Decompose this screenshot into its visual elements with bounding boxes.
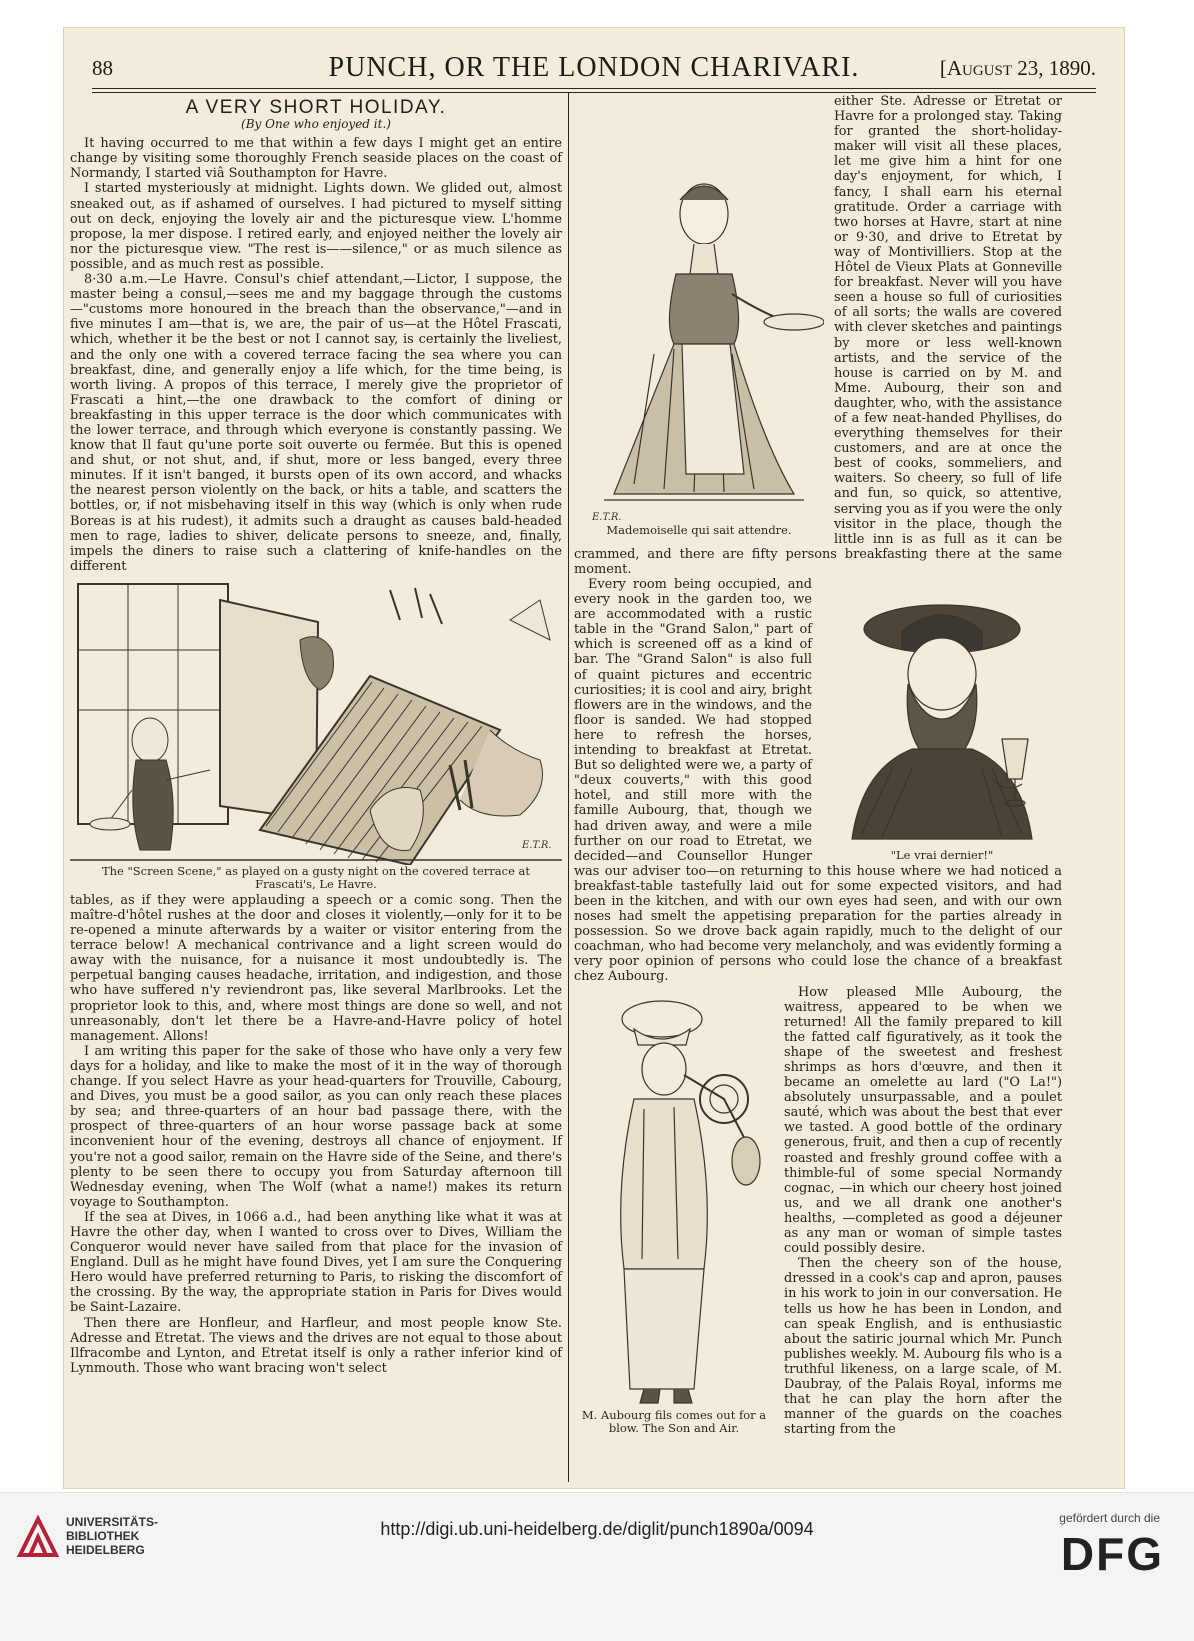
header-rule: [92, 88, 1096, 89]
fig2-caption: Mademoiselle qui sait attendre.: [606, 523, 792, 537]
paragraph: I am writing this paper for the sake of those who have only a very few days for a holiday, and like to make the most of it in the way of thorough change. If you select Havre as your head-quarters for Trouville, Cabourg, and Dives, you must be a good sailor, as you can only reach these places by sea; and three-quarters of an hour bad passage there, with the prospect of three-quarters of an hour worse passage back at some inconvenient hour of the evening, destroys all chance of enjoyment. If you're not a good sailor, remain on the Havre side of the Seine, and there's plenty to be seen there to occupy you from Saturday afternoon till Wednesday evening, when The Wolf (what a name!) makes its return voyage to Southampton.: [70, 1043, 562, 1210]
paragraph: either Ste. Adresse or Etretat or Havre for a prolonged stay. Taking for granted the short-holiday-maker will visit all these places, let me give him a hint for one day's enjoyment, for which, I fancy, I shall earn his eternal gratitude. Order a carriage with two horses at Havre, start at nine or 9·30, and drive to Etretat by way of Montivilliers. Stop at the Hôtel de Vieux Plats at Gonneville for breakfast. Never will you have seen a house so full of curiosities of all sorts; the walls are covered with clever sketches and paintings by more or less well-known artists, and the service of the house is carried on by M. and Mme. Aubourg, their son and daughter, who, with the assistance of a few neat-handed Phyllises, do everything themselves for their customers, and are at once the best of cooks, sommeliers, and waiters. So cheery, so full of life and fun, so quick, so attentive, serving you as if you were the only visitor in the place, though the little inn is as full as it can be crammed, and there are fifty persons breakfasting there at the same moment.: [574, 94, 1062, 577]
screen-scene-illustration: [70, 580, 562, 865]
figure-screen-scene: [70, 580, 562, 891]
fig1-signature: E.T.R.: [522, 839, 552, 851]
waitress-illustration: [574, 144, 824, 524]
paragraph: Every room being occupied, and every nook in the garden too, we are accommodated with a rustic table in the "Grand Salon," part of which is screened off as a kind of bar. The "Grand Salon" is also full of quaint pictures and eccentric curiosities; it is cool and airy, bright flowers are in the windows, and the floor is sanded. We had stopped here to refresh the horses, intending to breakfast at Etretat. But so delighted were we, a party of "deux couverts," with this good hotel, and still more with the famille Aubourg, that, though we had driven away, and were a mile further on our road to Etretat, we decided—and Counsellor Hunger was our adviser too—on returning to this house where we had noticed a breakfast-table tastefully laid out for some expected visitors, and had been in the kitchen, and with our own eyes had seen, and with our own noses had smelt the appetising preparation for the parties already in possession. So we drove back again rapidly, much to the delight of our coachman, who had become very melancholy, and was evidently forming a very poor opinion of persons who could lose the chance of a breakfast chez Aubourg.: [574, 577, 1062, 985]
fig3-caption: "Le vrai dernier!": [890, 848, 994, 862]
dfg-logo: DFG: [1060, 1528, 1164, 1580]
paragraph: If the sea at Dives, in 1066 a.d., had been anything like what it was at Havre the other day, when I wanted to cross over to Dives, William the Conqueror would never have sailed from that place for the invasion of England. Dull as he might have found Dives, yet I am sure the Conquering Hero would have preferred returning to Paris, to risking the discomfort of the crossing. By the way, the appropriate station in Paris for Dives would be Saint-Lazaire.: [70, 1209, 562, 1316]
dfg-label: gefördert durch die: [1059, 1511, 1160, 1525]
paragraph: Then the cheery son of the house, dressed in a cook's cap and apron, pauses in his work to join in our conversation. He tells us how he has been in London, and can speak English, and is enthusiastic about the satiric journal which Mr. Punch publishes weekly. M. Aubourg fils who is a truthful likeness, on a large scale, of M. Daubray, of the Palais Royal, informs me that he can play the horn after the manner of the guards on the coaches starting from the: [784, 1256, 1062, 1438]
figure-portrait: [822, 579, 1062, 862]
newspaper-page: [64, 28, 1124, 1488]
article-title: A VERY SHORT HOLIDAY.: [185, 97, 447, 118]
source-url[interactable]: http://digi.ub.uni-heidelberg.de/diglit/punch1890a/0094: [380, 1519, 814, 1539]
masthead-title: PUNCH, OR THE LONDON CHARIVARI.: [328, 52, 860, 83]
fig1-caption: The "Screen Scene," as played on a gusty night on the covered terrace at Frascati's, Le Havre.: [101, 863, 531, 891]
university-name: UNIVERSITÄTS- BIBLIOTHEK HEIDELBERG: [66, 1515, 159, 1557]
paragraph: Then there are Honfleur, and Harfleur, and most people know Ste. Adresse and Etretat. The views and the drives are not equal to those about Ilfracombe and Lynton, and Etretat itself is only a rather inferior kind of Lynmouth. Those who want bracing won't select: [70, 1315, 562, 1376]
page-number: 88: [92, 56, 113, 80]
header-rule-inner: [92, 92, 1096, 93]
article-byline: (By One who enjoyed it.): [241, 117, 391, 132]
figure-cook-horn: [574, 989, 774, 1435]
cook-with-horn-illustration: [574, 989, 774, 1409]
column-right: [574, 94, 1062, 1494]
column-left: [70, 94, 562, 1494]
paragraph: I started mysteriously at midnight. Lights down. We glided out, almost sneaked out, as if ashamed of ourselves. I had pictured to myself sitting out on deck, enjoying the lovely air and the picturesque view. L'homme propose, la mer dispose. I retired early, and enjoyed neither the lovely air nor the picturesque view. "The rest is——silence," or as much silence as possible, and as much rest as possible.: [70, 181, 562, 272]
column-divider: [568, 92, 569, 1482]
paragraph: It having occurred to me that within a few days I might get an entire change by visiting some thoroughly French seaside places on the coast of Normandy, I started viâ Southampton for Havre.: [70, 136, 562, 182]
fig2-signature: E.T.R.: [592, 512, 622, 523]
bearded-man-illustration: [822, 579, 1062, 849]
figure-waitress: [574, 144, 824, 537]
paragraph: 8·30 a.m.—Le Havre. Consul's chief attendant,—Lictor, I suppose, the master being a consul,—sees me and my baggage through the customs—"customs more honoured in the breach than the observance,"—and in five minutes I am—that is, we are, the pair of us—at the Hôtel Frascati, which, whether it be the best or not I cannot say, is certainly the liveliest, and the only one with a covered terrace facing the sea where you can breakfast, dine, and generally enjoy a life which, for the time being, is worth living. A propos of this terrace, I merely give the proprietor of Frascati a hint,—the one drawback to the comfort of dining or breakfasting in this upper terrace is the door which communicates with the lower terrace, and through which everyone is constantly passing. We know that Il faut qu'une porte soit ouverte ou fermée. But this is opened and shut, or not shut, and, if shut, more or less banged, every three minutes. If it isn't banged, it bursts open of its own accord, and whacks the nearest person violently on the back, or hits a table, and scatters the bottles, or, if not misbehaving itself in this way (which is only when rude Boreas is at his rudest), it admits such a draught as causes bald-headed men to rage, ladies to shiver, delicate persons to sneeze, and, finally, impels the diners to raise such a clattering of knife-handles on the different: [70, 272, 562, 574]
fig4-caption: M. Aubourg fils comes out for a blow. The Son and Air.: [581, 1407, 767, 1435]
paragraph: How pleased Mlle Aubourg, the waitress, appeared to be when we returned! All the family prepared to kill the fatted calf figuratively, as it took the shape of the sweetest and freshest shrimps as hors d'œuvre, and then it became an omelette au lard ("O La!") absolutely unsurpassable, and a poulet sauté, which was about the best that ever we tasted. A good bottle of the ordinary generous, fruit, and then a cup of recently roasted and freshly ground coffee with a thimble-ful of some special Normandy cognac, —in which our cheery host joined us, and we all drank one another's healths, —completed as good a déjeuner as any man or woman of simple tastes could possibly desire.: [784, 984, 1062, 1257]
issue-date: [August 23, 1890.: [939, 56, 1096, 80]
paragraph: tables, as if they were applauding a speech or a comic song. Then the maître-d'hôtel rushes at the door and closes it violently,—only for it to be re-opened a minute afterwards by a waiter or visitor entering from the terrace below! A mechanical contrivance and a light screen would do away with the nuisance, for a nuisance it most undoubtedly is. The perpetual banging causes headache, irritation, and indigestion, and those who have suffered n'y reviendront pas, like several Marlbrooks. Let the proprietor look to this, and, where most things are done so well, and not unreasonably, don't let there be a Havre-and-Havre policy of hotel management. Allons!: [70, 892, 562, 1044]
viewer-footer: [0, 1492, 1194, 1641]
